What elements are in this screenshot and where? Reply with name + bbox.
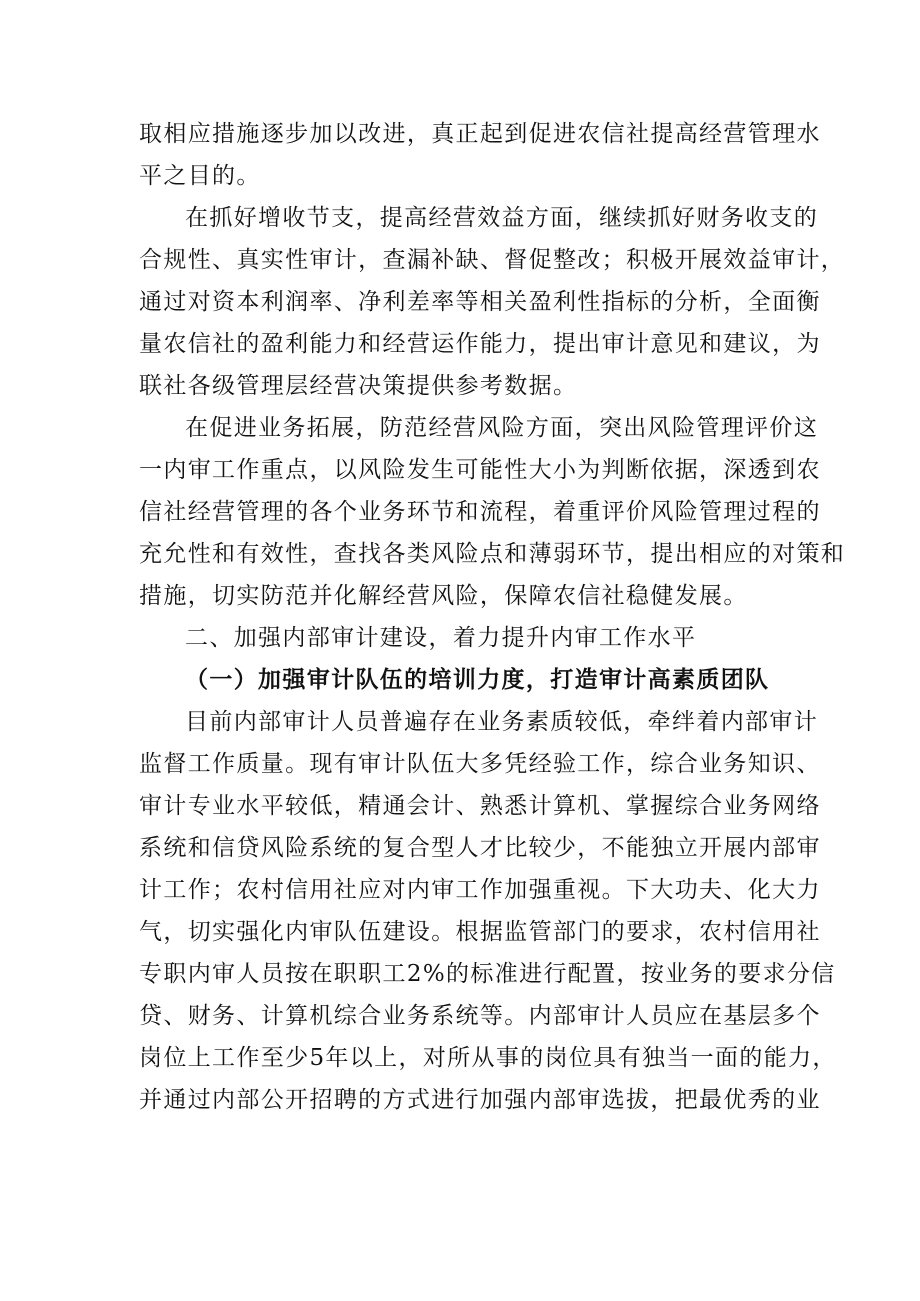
text-line: 专职内审人员按在职职工2%的标准进行配置，按业务的要求分信 bbox=[139, 961, 836, 987]
text-line: 监督工作质量。现有审计队伍大多凭经验工作，综合业务知识、 bbox=[139, 751, 821, 777]
paragraph-first-line: 目前内部审计人员普遍存在业务素质较低，牵绊着内部审计 bbox=[185, 709, 819, 735]
paragraph-first-line: 在抓好增收节支，提高经营效益方面，继续抓好财务收支的 bbox=[185, 205, 819, 231]
text-line: 量农信社的盈利能力和经营运作能力，提出审计意见和建议，为 bbox=[139, 331, 821, 357]
text-line: 通过对资本利润率、净利差率等相关盈利性指标的分析，全面衡 bbox=[139, 289, 821, 315]
text-line: 措施，切实防范并化解经营风险，保障农信社稳健发展。 bbox=[139, 583, 748, 609]
text-line: 气，切实强化内审队伍建设。根据监管部门的要求，农村信用社 bbox=[139, 919, 821, 945]
text-line: 一内审工作重点，以风险发生可能性大小为判断依据，深透到农 bbox=[139, 457, 821, 483]
text-line: 充允性和有效性，查找各类风险点和薄弱环节，提出相应的对策和 bbox=[139, 541, 846, 567]
subsection-heading: （一）加强审计队伍的培训力度，打造审计高素质团队 bbox=[185, 667, 770, 693]
text-line: 并通过内部公开招聘的方式进行加强内部审选拔，把最优秀的业 bbox=[139, 1087, 821, 1113]
text-line: 贷、财务、计算机综合业务系统等。内部审计人员应在基层多个 bbox=[139, 1003, 821, 1029]
section-heading: 二、加强内部审计建设，着力提升内审工作水平 bbox=[185, 625, 697, 651]
text-line: 平之目的。 bbox=[139, 163, 261, 189]
text-line: 合规性、真实性审计，查漏补缺、督促整改；积极开展效益审计， bbox=[139, 247, 846, 273]
text-line: 信社经营管理的各个业务环节和流程，着重评价风险管理过程的 bbox=[139, 499, 821, 525]
text-line: 岗位上工作至少5年以上，对所从事的岗位具有独当一面的能力， bbox=[139, 1045, 837, 1071]
text-line: 计工作；农村信用社应对内审工作加强重视。下大功夫、化大力 bbox=[139, 877, 821, 903]
text-line: 系统和信贷风险系统的复合型人才比较少，不能独立开展内部审 bbox=[139, 835, 821, 861]
text-line: 审计专业水平较低，精通会计、熟悉计算机、掌握综合业务网络 bbox=[139, 793, 821, 819]
text-line: 联社各级管理层经营决策提供参考数据。 bbox=[139, 373, 578, 399]
paragraph-first-line: 在促进业务拓展，防范经营风险方面，突出风险管理评价这 bbox=[185, 415, 819, 441]
text-line: 取相应措施逐步加以改进，真正起到促进农信社提高经营管理水 bbox=[139, 121, 821, 147]
